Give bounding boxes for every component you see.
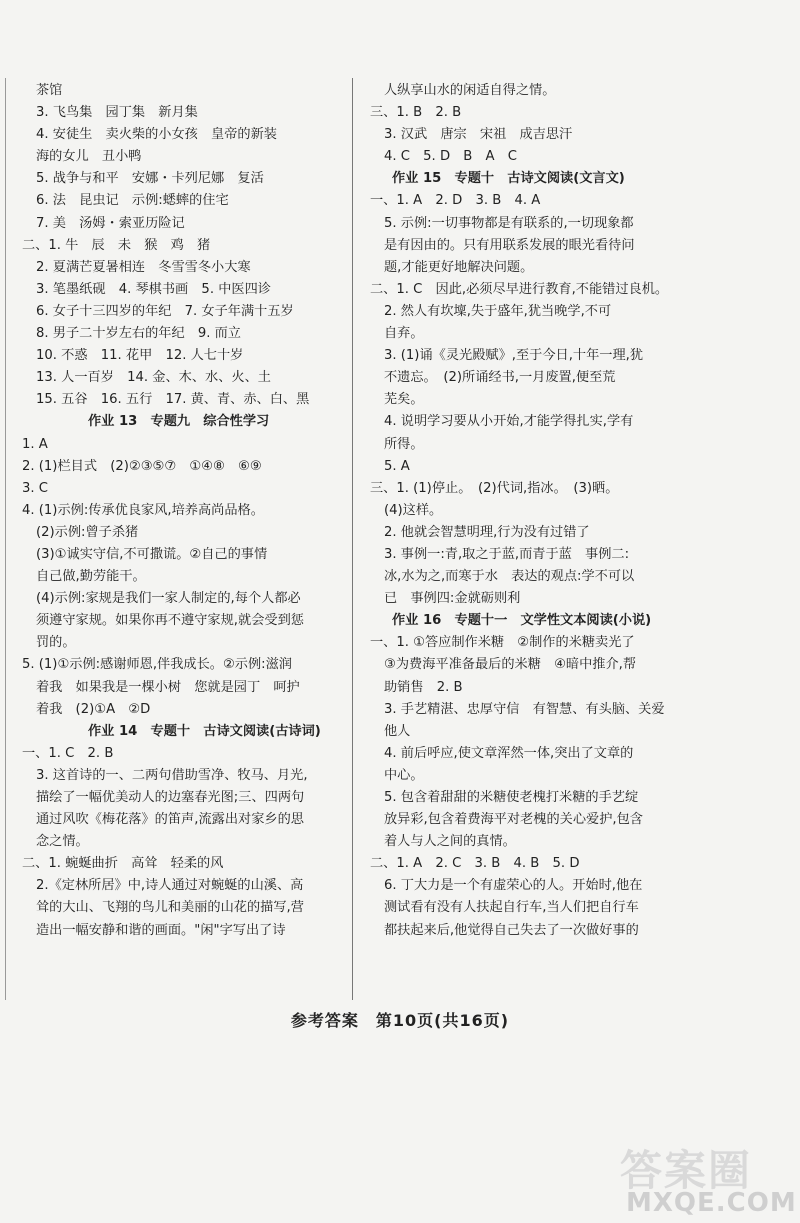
- right-column: [370, 80, 690, 942]
- answer-line: 4. 说明学习要从小开始,才能学得扎实,学有: [384, 414, 634, 430]
- answer-line: 2. (1)栏目式 (2)②③⑤⑦ ①④⑧ ⑥⑨: [22, 458, 262, 474]
- answer-line: 芜矣。: [384, 392, 424, 408]
- answer-line: 二、1. 牛 辰 未 猴 鸡 猪: [22, 237, 211, 253]
- watermark-logo-text: 答案圈: [620, 1146, 753, 1195]
- answer-line: 念之情。: [36, 834, 89, 850]
- answer-line: 一、1. ①答应制作米糖 ②制作的米糖卖光了: [370, 635, 635, 651]
- answer-line: 3. 汉武 唐宗 宋祖 成吉思汗: [384, 127, 573, 143]
- answer-line: 题,才能更好地解决问题。: [384, 259, 534, 275]
- answer-line: 8. 男子二十岁左右的年纪 9. 而立: [36, 326, 241, 342]
- answer-line: 自弃。: [384, 326, 424, 342]
- answer-line: (3)①诚实守信,不可撒谎。②自己的事情: [36, 546, 268, 562]
- answer-line: 所得。: [384, 436, 424, 452]
- answer-line: 6. 女子十三四岁的年纪 7. 女子年满十五岁: [36, 303, 294, 319]
- section-heading: 作业 16 专题十一 文学性文本阅读(小说): [392, 613, 652, 629]
- answer-line: 三、1. (1)停止。 (2)代词,指冰。 (3)晒。: [370, 480, 619, 496]
- answer-line: 自己做,勤劳能干。: [36, 569, 146, 585]
- answer-line: 6. 法 昆虫记 示例:蟋蟀的住宅: [36, 193, 229, 209]
- answer-line: 通过风吹《梅花落》的笛声,流露出对家乡的思: [36, 812, 304, 828]
- answer-line: 2. 他就会智慧明理,行为没有过错了: [384, 524, 590, 540]
- answer-line: 3. (1)诵《灵光殿赋》,至于今日,十年一理,犹: [384, 348, 644, 364]
- answer-line: 3. 事例一:青,取之于蓝,而青于蓝 事例二:: [384, 546, 630, 562]
- answer-line: 三、1. B 2. B: [370, 105, 462, 121]
- answer-line: (2)示例:曾子杀猪: [36, 524, 139, 540]
- answer-line: 测试看有没有人扶起自行车,当人们把自行车: [384, 900, 639, 916]
- answer-line: 二、1. C 因此,必须尽早进行教育,不能错过良机。: [370, 281, 669, 297]
- answer-line: 着我 (2)①A ②D: [36, 701, 151, 717]
- answer-line: 1. A: [22, 436, 48, 452]
- answer-line: 二、1. 蜿蜒曲折 高耸 轻柔的风: [22, 856, 224, 872]
- answer-line: 着人与人之间的真情。: [384, 834, 516, 850]
- section-heading: 作业 13 专题九 综合性学习: [88, 414, 270, 430]
- answer-line: 3. 飞鸟集 园丁集 新月集: [36, 105, 198, 121]
- answer-line: 中心。: [384, 767, 424, 783]
- answer-line: 冰,水为之,而寒于水 表达的观点:学不可以: [384, 569, 635, 585]
- answer-line: 着我 如果我是一棵小树 您就是园丁 呵护: [36, 679, 300, 695]
- answer-line: 4. (1)示例:传承优良家风,培养高尚品格。: [22, 502, 264, 518]
- answer-line: 15. 五谷 16. 五行 17. 黄、青、赤、白、黑: [36, 392, 310, 408]
- answer-line: 5. A: [384, 458, 410, 474]
- left-margin-rule: [5, 78, 6, 1000]
- answer-line: 都扶起来后,他觉得自己失去了一次做好事的: [384, 922, 639, 938]
- answer-line: 5. (1)①示例:感谢师恩,伴我成长。②示例:滋润: [22, 657, 292, 673]
- answer-line: 助销售 2. B: [384, 679, 463, 695]
- answer-line: 不遗忘。 (2)所诵经书,一月废置,便至荒: [384, 370, 616, 386]
- answer-line: 人纵享山水的闲适自得之情。: [384, 83, 556, 98]
- answer-line: 10. 不惑 11. 花甲 12. 人七十岁: [36, 348, 244, 364]
- answer-line: 3. C: [22, 480, 48, 496]
- watermark-site: MXQE.COM: [626, 1188, 797, 1218]
- answer-line: 5. 示例:一切事物都是有联系的,一切现象都: [384, 215, 634, 231]
- answer-line: 3. 手艺精湛、忠厚守信 有智慧、有头脑、关爱: [384, 701, 665, 717]
- answer-line: 6. 丁大力是一个有虚荣心的人。开始时,他在: [384, 878, 643, 894]
- page-footer: 参考答案 第10页(共16页): [290, 1011, 510, 1030]
- answer-line: 二、1. A 2. C 3. B 4. B 5. D: [370, 856, 580, 872]
- section-heading: 作业 14 专题十 古诗文阅读(古诗词): [88, 723, 321, 739]
- answer-line: 5. 战争与和平 安娜・卡列尼娜 复活: [36, 171, 264, 187]
- answer-line: 已 事例四:金就砺则利: [384, 591, 521, 607]
- answer-line: (4)示例:家规是我们一家人制定的,每个人都必: [36, 591, 301, 607]
- answer-line: 须遵守家规。如果你再不遵守家规,就会受到惩: [36, 613, 304, 629]
- column-divider: [352, 78, 353, 1000]
- answer-line: 3. 笔墨纸砚 4. 琴棋书画 5. 中医四诊: [36, 281, 271, 297]
- answer-line: 4. 前后呼应,使文章浑然一体,突出了文章的: [384, 745, 634, 761]
- answer-line: 2.《定林所居》中,诗人通过对蜿蜒的山溪、高: [36, 878, 304, 894]
- answer-line: 他人: [384, 723, 411, 739]
- answer-line: 一、1. C 2. B: [22, 745, 114, 761]
- answer-line: 放异彩,包含着费海平对老槐的关心爱护,包含: [384, 812, 643, 828]
- answer-line: 一、1. A 2. D 3. B 4. A: [370, 193, 541, 209]
- answer-line: (4)这样。: [384, 502, 443, 518]
- answer-line: 4. 安徒生 卖火柴的小女孩 皇帝的新装: [36, 127, 277, 143]
- section-heading: 作业 15 专题十 古诗文阅读(文言文): [392, 171, 625, 187]
- answer-line: 海的女儿 丑小鸭: [36, 149, 142, 165]
- answer-line: 4. C 5. D B A C: [384, 149, 517, 165]
- answer-line: ③为费海平准备最后的米糖 ④暗中推介,帮: [384, 657, 637, 673]
- answer-line: 2. 夏满芒夏暑相连 冬雪雪冬小大寒: [36, 259, 251, 275]
- answer-line: 5. 包含着甜甜的米糖使老槐打米糖的手艺绽: [384, 790, 639, 805]
- answer-line: 耸的大山、飞翔的鸟儿和美丽的山花的描写,营: [36, 900, 304, 916]
- watermark-logo: [620, 1138, 796, 1220]
- answer-line: 3. 这首诗的一、二两句借助雪净、牧马、月光,: [36, 767, 308, 783]
- answer-line: 7. 美 汤姆・索亚历险记: [36, 215, 185, 231]
- left-column: [22, 80, 342, 942]
- answer-line: 罚的。: [36, 635, 76, 651]
- answer-line: 2. 然人有坎壈,失于盛年,犹当晚学,不可: [384, 303, 612, 319]
- answer-line: 造出一幅安静和谐的画面。"闲"字写出了诗: [36, 922, 286, 938]
- answer-line: 是有因由的。只有用联系发展的眼光看待问: [384, 237, 635, 253]
- answer-line: 描绘了一幅优美动人的边塞春光图;三、四两句: [36, 790, 305, 805]
- answer-line: 茶馆: [36, 83, 63, 98]
- answer-line: 13. 人一百岁 14. 金、木、水、火、土: [36, 370, 271, 386]
